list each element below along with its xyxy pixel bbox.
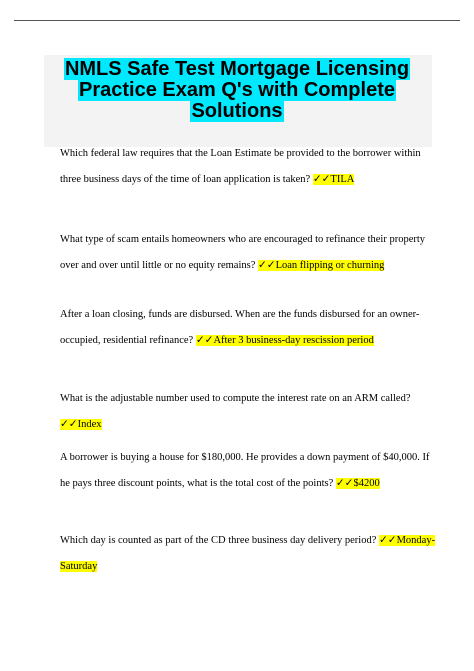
answer-highlight: ✓✓TILA bbox=[312, 174, 355, 185]
qa-item bbox=[60, 386, 440, 438]
qa-item bbox=[60, 141, 440, 193]
answer-highlight: ✓✓Loan flipping or churning bbox=[258, 260, 385, 271]
question-text: After a loan closing, funds are disbursed. When are the funds disbursed for an owner-occupied, residential refinance? bbox=[60, 309, 420, 346]
qa-item bbox=[60, 528, 440, 580]
qa-item bbox=[60, 227, 440, 279]
page-title bbox=[50, 59, 424, 122]
qa-item bbox=[60, 445, 440, 497]
question-text: Which day is counted as part of the CD three business day delivery period? bbox=[60, 535, 377, 546]
answer-highlight: ✓✓Monday-Saturday bbox=[60, 535, 436, 572]
question-text: What is the adjustable number used to compute the interest rate on an ARM called? bbox=[60, 393, 411, 404]
answer-highlight: ✓✓Index bbox=[60, 419, 102, 430]
question-text: Which federal law requires that the Loan Estimate be provided to the borrower within three business days of the time of loan application is taken? bbox=[60, 148, 421, 185]
answer-highlight: ✓✓After 3 business-day rescission period bbox=[195, 335, 374, 346]
question-text: A borrower is buying a house for $180,000. He provides a down payment of $40,000. If he pays three discount points, what is the total cost of the points? bbox=[60, 452, 430, 489]
title-highlight: NMLS Safe Test Mortgage Licensing Practice Exam Q's with Complete Solutions bbox=[64, 58, 410, 122]
answer-highlight: ✓✓$4200 bbox=[335, 478, 380, 489]
question-text: What type of scam entails homeowners who are encouraged to refinance their property over and over until little or no equity remains? bbox=[60, 234, 426, 271]
top-rule bbox=[14, 20, 460, 21]
qa-item bbox=[60, 302, 440, 354]
